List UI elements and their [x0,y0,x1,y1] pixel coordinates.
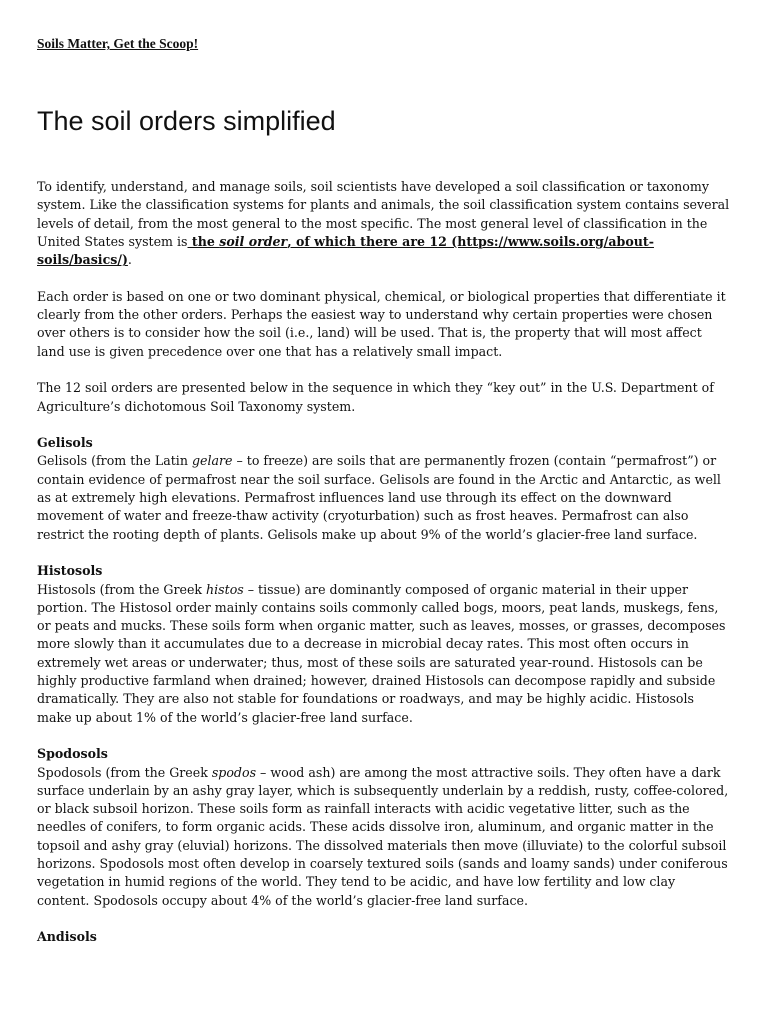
soils-matter-link[interactable]: Soils Matter, Get the Scoop! [37,36,199,51]
histosols-heading: Histosols [37,563,103,579]
soil-order-term: soil order [219,233,288,249]
gelisols-latin-term: gelare [191,453,233,469]
gelisols-text-pre: Gelisols (from the Latin [37,453,192,469]
histosols-text-pre: Histosols (from the Greek [37,581,207,597]
soil-orders-link-pre: the [187,233,220,249]
intro-paragraph-2: Each order is based on one or two dominant physical, chemical, or biological properties that differentiate it clearly from the other orders. Perhaps the easiest way to understand why certain properties were chosen over others is to consider how the soil (i.e., land) will be used. That is, the property that will most affect land use is given precedence over one that has a relatively small impact. [37,288,726,359]
article-body [37,178,731,965]
histosols-text-post: – tissue) are dominantly composed of organic material in their upper portion. The Histosol order mainly contains soils commonly called bogs, moors, peat lands, muskegs, fens, or peats and mucks. These soils form when organic matter, such as leaves, mosses, or grasses, decomposes more slowly than it accumulates due to a decrease in microbial decay rates. This most often occurs in extremely wet areas or underwater; thus, most of these soils are saturated year-round. Histosols can be highly productive farmland when drained; however, drained Histosols can decompose rapidly and subside dramatically. They are also not stable for foundations or roadways, and may be highly acidic. Histosols make up about 1% of the world’s glacier-free land surface. [37,581,726,725]
spodosols-text-pre: Spodosols (from the Greek [37,764,212,780]
gelisols-heading: Gelisols [37,435,93,451]
section-histosols [37,562,731,727]
section-spodosols [37,745,731,910]
histosols-greek-term: histos [206,581,244,597]
intro-paragraph-1 [37,178,731,269]
page-title: The soil orders simplified [37,106,336,136]
spodosols-greek-term: spodos [211,764,257,780]
section-gelisols [37,434,731,544]
spodosols-text-post: – wood ash) are among the most attractive soils. They often have a dark surface underlain by an ashy gray layer, which is subsequently underlain by a reddish, rusty, coffee-colored, or black subsoil horizon. These soils form as rainfall interacts with acidic vegetative litter, such as the needles of conifers, to form organic acids. These acids dissolve iron, aluminum, and organic matter in the topsoil and ashy gray (eluvial) horizons. The dissolved materials then move (illuviate) to the colorful subsoil horizons. Spodosols most often develop in coarsely textured soils (sands and loamy sands) under coniferous vegetation in humid regions of the world. They tend to be acidic, and have low fertility and low clay content. Spodosols occupy about 4% of the world’s glacier-free land surface. [37,764,729,908]
section-andisols [37,928,731,946]
andisols-heading: Andisols [37,929,97,945]
intro-paragraph-3: The 12 soil orders are presented below in the sequence in which they “key out” in the U.S. Department of Agriculture’s dichotomous Soil Taxonomy system. [37,380,714,414]
soil-orders-link-post: , of which there are 12 (https://www.soils.org/about-soils/basics/) [37,233,654,268]
intro-paragraph-1-end: . [127,252,132,268]
gelisols-text-post: – to freeze) are soils that are permanently frozen (contain “permafrost”) or contain evidence of permafrost near the soil surface. Gelisols are found in the Arctic and Antarctic, as well as at extremely high elevations. Permafrost influences land use through its effect on the downward movement of water and freeze-thaw activity (cryoturbation) such as frost heaves. Permafrost can also restrict the rooting depth of plants. Gelisols make up about 9% of the world’s glacier-free land surface. [37,453,721,542]
intro-paragraph-1-text: To identify, understand, and manage soils, soil scientists have developed a soil classification or taxonomy system. Like the classification systems for plants and animals, the soil classification system contains several levels of detail, from the most general to the most specific. The most general level of classification in the United States system is [37,179,730,249]
spodosols-heading: Spodosols [37,746,108,762]
